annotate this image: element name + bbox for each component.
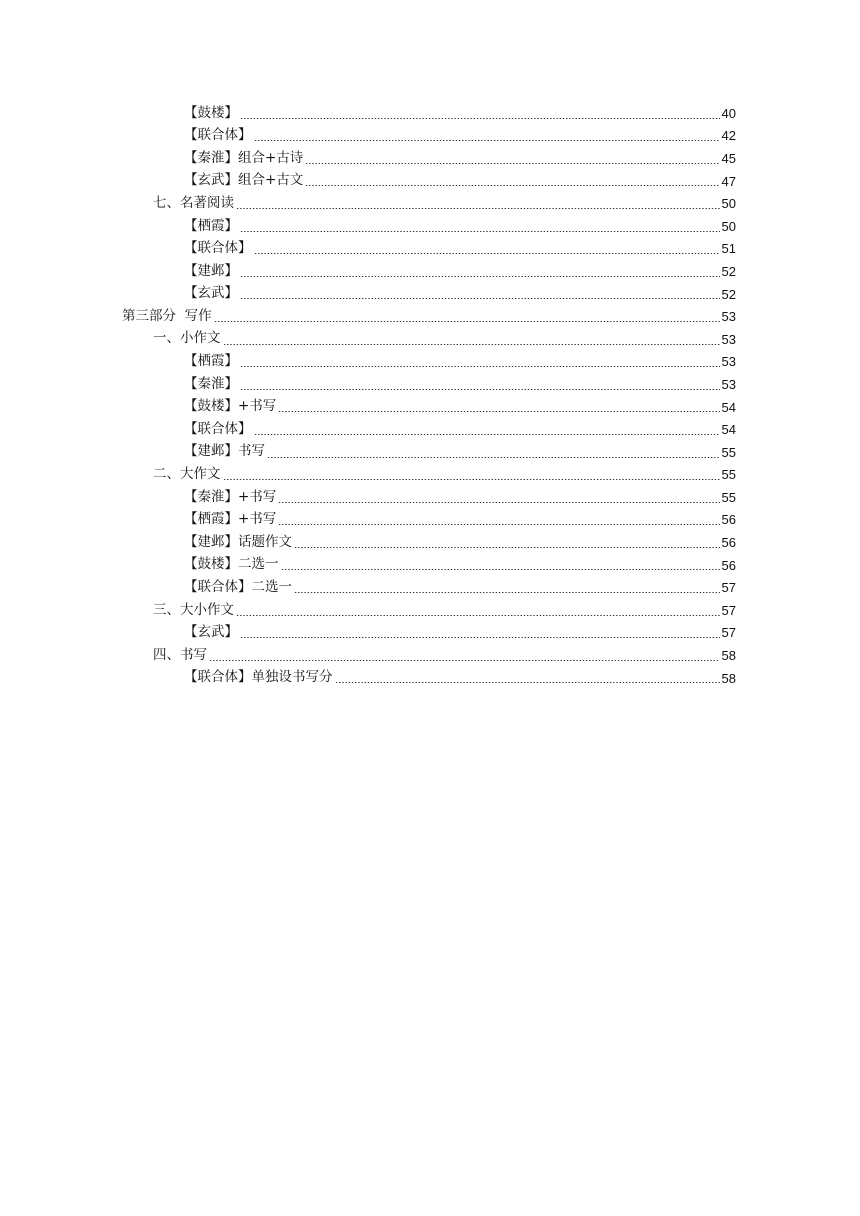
toc-dot-leader	[278, 411, 719, 412]
toc-dot-leader	[236, 208, 720, 209]
toc-entry[interactable]	[0, 667, 860, 690]
toc-entry-title: 【鼓楼】	[184, 104, 238, 121]
toc-entry-title: 【栖霞】	[184, 217, 238, 234]
toc-entry-title: 【建邺】	[184, 262, 238, 279]
toc-entry[interactable]	[0, 283, 860, 306]
toc-entry[interactable]	[0, 531, 860, 554]
toc-dot-leader	[278, 524, 719, 525]
toc-dot-leader	[223, 344, 720, 345]
toc-page-number: 53	[721, 376, 736, 392]
toc-entry[interactable]	[0, 554, 860, 577]
toc-entry[interactable]	[0, 215, 860, 238]
toc-entry-title: 第三部分 写作	[122, 307, 212, 324]
toc-page-number: 56	[721, 557, 736, 573]
toc-section-entry[interactable]	[0, 464, 860, 487]
toc-page-number: 58	[721, 670, 736, 686]
toc-dot-leader	[240, 231, 720, 232]
toc-entry[interactable]	[0, 486, 860, 509]
toc-dot-leader	[240, 366, 720, 367]
toc-entry[interactable]	[0, 576, 860, 599]
toc-page-number: 58	[721, 648, 736, 664]
toc-page-number: 56	[721, 512, 736, 528]
toc-section-entry[interactable]	[0, 599, 860, 622]
toc-dot-leader	[254, 140, 720, 141]
toc-entry-title: 三、大小作文	[153, 601, 234, 618]
toc-page-number: 55	[721, 489, 736, 505]
toc-entry-title: 【栖霞】	[184, 353, 238, 370]
toc-entry-title: 一、小作文	[153, 330, 221, 347]
toc-dot-leader	[305, 163, 719, 164]
toc-page-number: 45	[721, 150, 736, 166]
toc-entry[interactable]	[0, 418, 860, 441]
toc-entry-title: 【建邺】书写	[184, 443, 265, 460]
toc-page-number: 47	[721, 173, 736, 189]
toc-entry-title: 四、书写	[153, 646, 207, 663]
toc-dot-leader	[335, 682, 720, 683]
toc-entry-title: 【玄武】	[184, 624, 238, 641]
toc-page-number: 42	[721, 128, 736, 144]
toc-entry[interactable]	[0, 147, 860, 170]
toc-entry[interactable]	[0, 260, 860, 283]
toc-entry-title: 【玄武】	[184, 285, 238, 302]
toc-entry-title: 【联合体】单独设书写分	[184, 669, 333, 686]
toc-entry[interactable]	[0, 125, 860, 148]
toc-entry-title: 二、大作文	[153, 466, 221, 483]
toc-dot-leader	[240, 389, 720, 390]
toc-entry-title: 【联合体】	[184, 240, 252, 257]
toc-dot-leader	[281, 569, 720, 570]
toc-entry-title: 七、名著阅读	[153, 194, 234, 211]
toc-page-number: 57	[721, 580, 736, 596]
toc-entry[interactable]	[0, 509, 860, 532]
toc-dot-leader	[240, 118, 720, 119]
toc-dot-leader	[240, 637, 720, 638]
toc-entry-title: 【联合体】	[184, 420, 252, 437]
toc-entry[interactable]	[0, 396, 860, 419]
toc-dot-leader	[294, 547, 720, 548]
toc-page-number: 57	[721, 602, 736, 618]
toc-dot-leader	[209, 660, 720, 661]
toc-entry-title: 【玄武】组合+古文	[184, 172, 304, 189]
toc-dot-leader	[254, 434, 720, 435]
toc-section-entry[interactable]	[0, 192, 860, 215]
toc-dot-leader	[294, 592, 720, 593]
toc-page-number: 50	[721, 196, 736, 212]
toc-entry[interactable]	[0, 102, 860, 125]
toc-entry-title: 【建邺】话题作文	[184, 533, 292, 550]
toc-section-entry[interactable]	[0, 644, 860, 667]
toc-entry[interactable]	[0, 622, 860, 645]
toc-entry[interactable]	[0, 238, 860, 261]
toc-dot-leader	[214, 321, 720, 322]
toc-dot-leader	[278, 502, 719, 503]
toc-dot-leader	[305, 185, 719, 186]
toc-entry-title: 【秦淮】	[184, 375, 238, 392]
toc-dot-leader	[236, 615, 720, 616]
toc-dot-leader	[254, 253, 720, 254]
toc-dot-leader	[240, 298, 720, 299]
toc-entry-title: 【联合体】二选一	[184, 579, 292, 596]
toc-page-number: 52	[721, 263, 736, 279]
toc-entry[interactable]	[0, 351, 860, 374]
toc-dot-leader	[223, 479, 720, 480]
toc-entry[interactable]	[0, 441, 860, 464]
toc-page-number: 54	[721, 399, 736, 415]
toc-page-number: 56	[721, 535, 736, 551]
table-of-contents	[0, 102, 860, 689]
toc-entry-title: 【联合体】	[184, 127, 252, 144]
toc-entry-title: 【鼓楼】二选一	[184, 556, 279, 573]
toc-page-number: 53	[721, 354, 736, 370]
toc-page-number: 40	[721, 105, 736, 121]
toc-entry-title: 【秦淮】+书写	[184, 488, 277, 505]
toc-page-number: 52	[721, 286, 736, 302]
toc-dot-leader	[267, 457, 720, 458]
toc-page-number: 57	[721, 625, 736, 641]
toc-entry-title: 【秦淮】组合+古诗	[184, 149, 304, 166]
toc-part-entry[interactable]	[0, 305, 860, 328]
toc-page-number: 53	[721, 331, 736, 347]
toc-entry-title: 【鼓楼】+书写	[184, 398, 277, 415]
toc-entry-title: 【栖霞】+书写	[184, 511, 277, 528]
toc-section-entry[interactable]	[0, 328, 860, 351]
toc-page-number: 55	[721, 444, 736, 460]
toc-page-number: 55	[721, 467, 736, 483]
toc-page-number: 53	[721, 309, 736, 325]
toc-entry[interactable]	[0, 373, 860, 396]
toc-page-number: 51	[721, 241, 736, 257]
toc-page-number: 54	[721, 422, 736, 438]
toc-entry[interactable]	[0, 170, 860, 193]
toc-dot-leader	[240, 276, 720, 277]
toc-page-number: 50	[721, 218, 736, 234]
